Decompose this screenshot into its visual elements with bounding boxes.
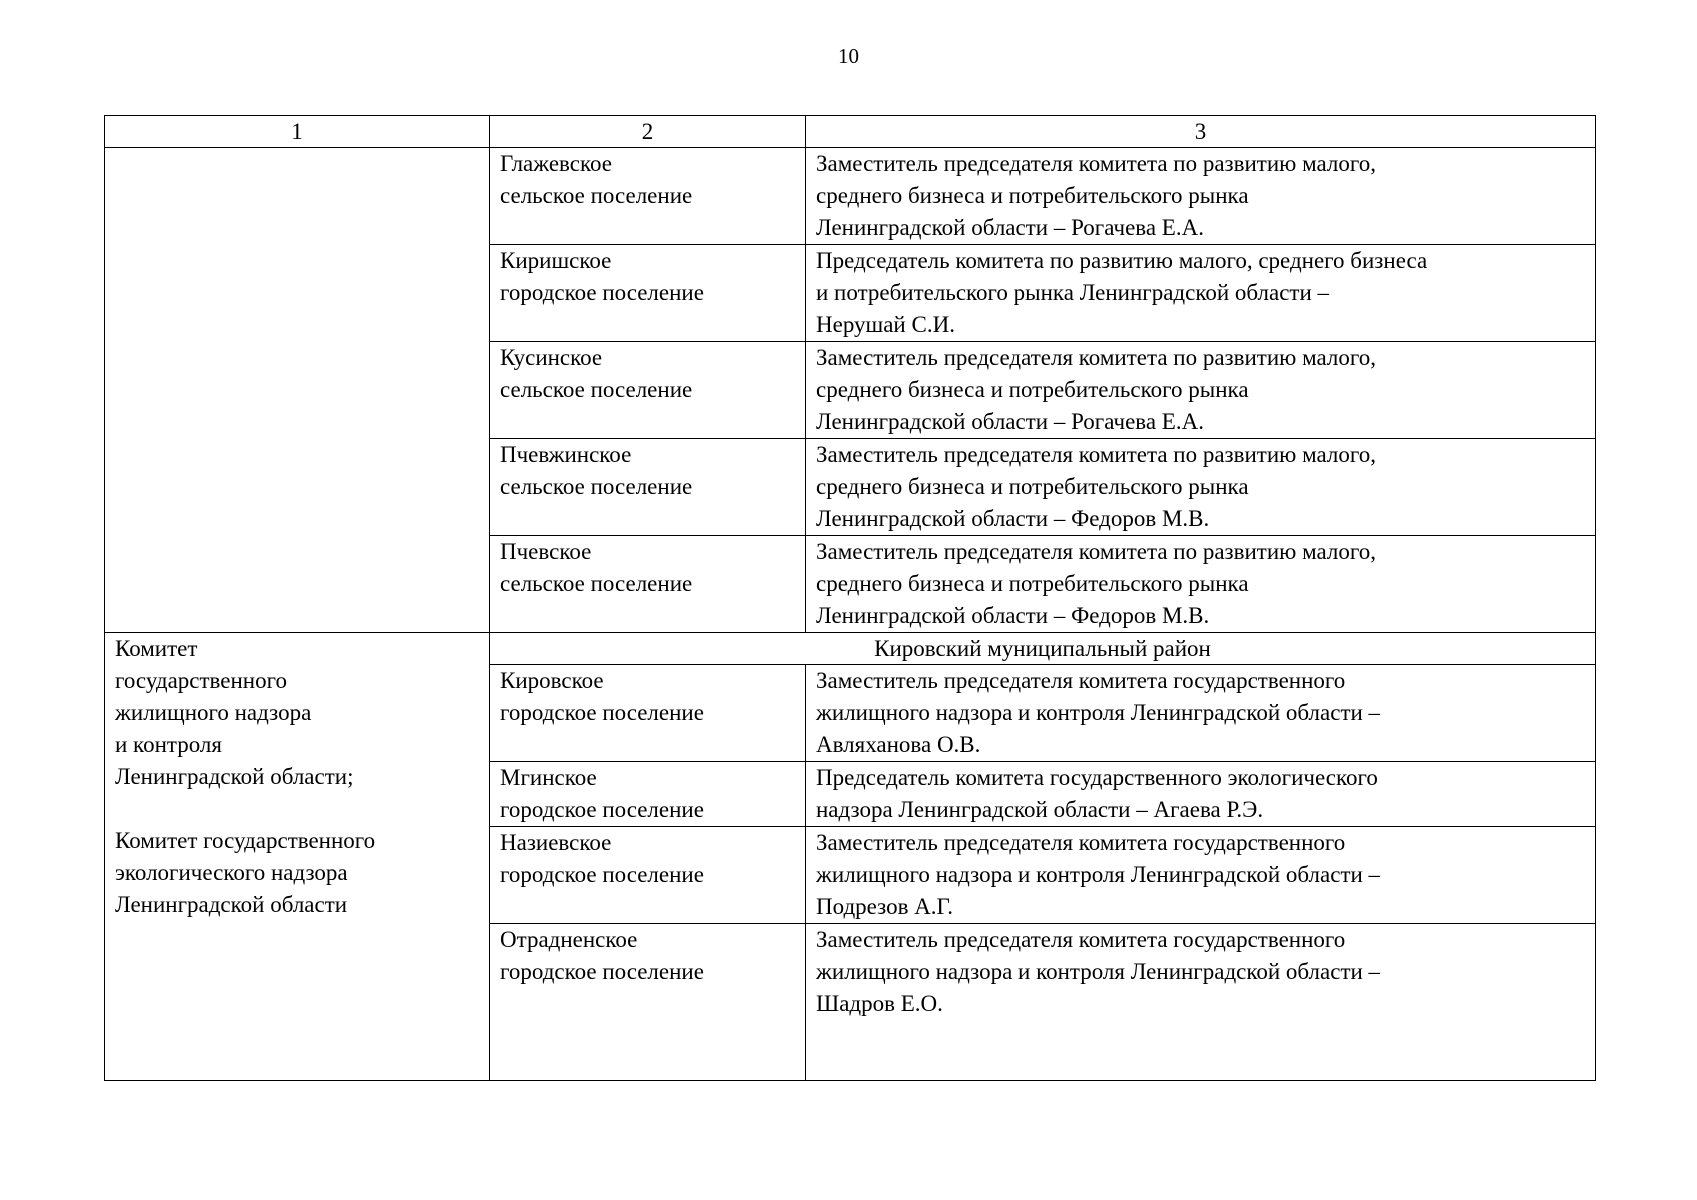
responsible-cell: Заместитель председателя комитета государственного жилищного надзора и контроля Ленинградской области – Подрезов А.Г. <box>806 827 1596 924</box>
header-row <box>105 116 1596 148</box>
responsibility-table <box>104 115 1596 1081</box>
header-col-3: 3 <box>806 116 1596 148</box>
settlement-cell: Киришское городское поселение <box>490 245 806 342</box>
committee-cell: Комитет государственного жилищного надзора и контроля Ленинградской области; Комитет государственного экологического надзора Ленинградской области <box>105 633 490 1081</box>
settlement-cell: Пчевжинское сельское поселение <box>490 439 806 536</box>
table-row <box>105 148 1596 245</box>
responsible-cell: Заместитель председателя комитета государственного жилищного надзора и контроля Ленинградской области – Шадров Е.О. <box>806 924 1596 1081</box>
settlement-cell: Мгинское городское поселение <box>490 762 806 827</box>
responsible-cell: Заместитель председателя комитета по развитию малого, среднего бизнеса и потребительского рынка Ленинградской области – Рогачева Е.А. <box>806 342 1596 439</box>
committee-cell-empty <box>105 148 490 633</box>
settlement-cell: Кусинское сельское поселение <box>490 342 806 439</box>
responsible-cell: Заместитель председателя комитета по развитию малого, среднего бизнеса и потребительского рынка Ленинградской области – Федоров М.В. <box>806 536 1596 633</box>
header-col-2: 2 <box>490 116 806 148</box>
responsible-cell: Председатель комитета по развитию малого, среднего бизнеса и потребительского рынка Ленинградской области – Нерушай С.И. <box>806 245 1596 342</box>
page-number: 10 <box>838 44 859 68</box>
district-row <box>105 633 1596 665</box>
responsible-cell: Заместитель председателя комитета по развитию малого, среднего бизнеса и потребительского рынка Ленинградской области – Рогачева Е.А. <box>806 148 1596 245</box>
responsible-cell: Заместитель председателя комитета государственного жилищного надзора и контроля Ленинградской области – Авляханова О.В. <box>806 665 1596 762</box>
settlement-cell: Назиевское городское поселение <box>490 827 806 924</box>
responsible-cell: Председатель комитета государственного экологического надзора Ленинградской области – Агаева Р.Э. <box>806 762 1596 827</box>
settlement-cell: Глажевское сельское поселение <box>490 148 806 245</box>
settlement-cell: Отрадненское городское поселение <box>490 924 806 1081</box>
settlement-cell: Пчевское сельское поселение <box>490 536 806 633</box>
header-col-1: 1 <box>105 116 490 148</box>
district-title: Кировский муниципальный район <box>490 633 1596 665</box>
settlement-cell: Кировское городское поселение <box>490 665 806 762</box>
responsible-cell: Заместитель председателя комитета по развитию малого, среднего бизнеса и потребительского рынка Ленинградской области – Федоров М.В. <box>806 439 1596 536</box>
